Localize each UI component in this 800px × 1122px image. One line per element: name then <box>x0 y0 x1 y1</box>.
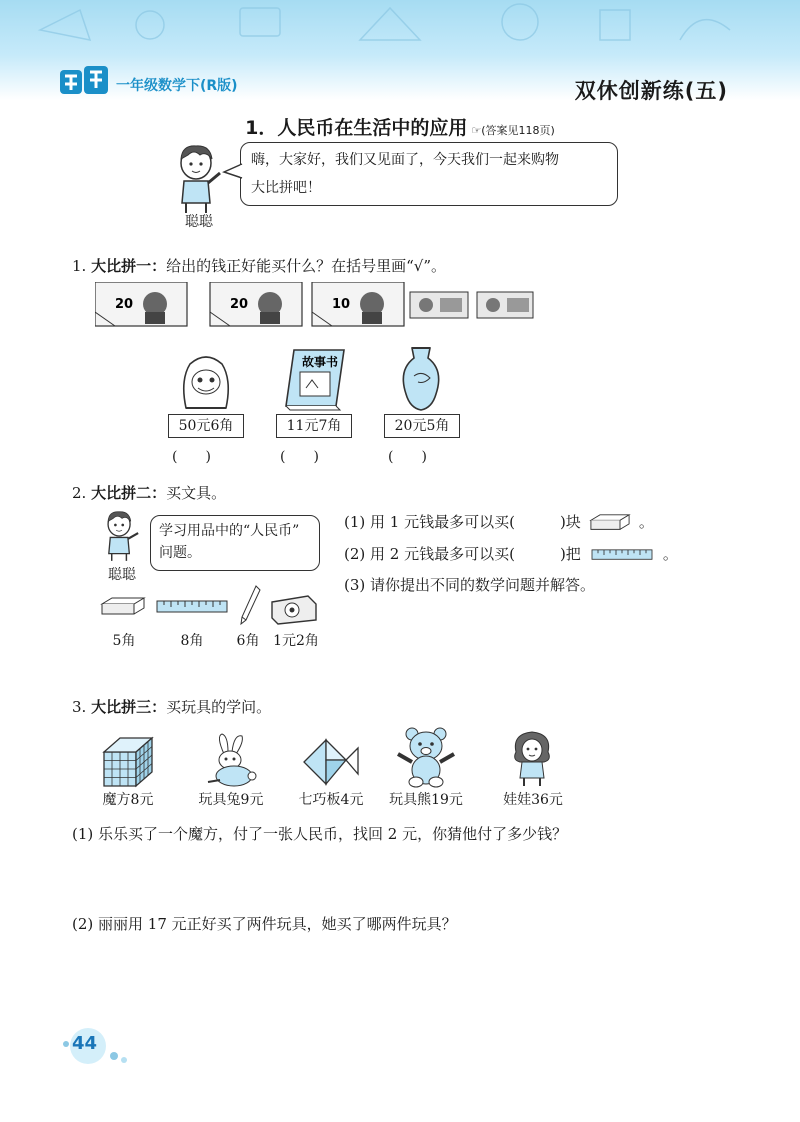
q2-speech-bubble <box>150 515 320 571</box>
q3-number: 3. <box>72 698 87 716</box>
banknote-20-a <box>95 282 187 326</box>
q1-heading <box>72 255 446 276</box>
series-title: 双休创新练(五) <box>574 79 728 103</box>
svg-text:20: 20 <box>230 297 249 312</box>
q2-bubble-line1: 学习用品中的“人民币” <box>159 523 300 539</box>
toy-label-rubik: 魔方8元 <box>102 792 154 808</box>
q2-label: 大比拼二： <box>91 484 167 502</box>
storybook-cover-text: 故事书 <box>301 355 339 369</box>
q3-heading <box>72 696 271 717</box>
vase-icon <box>398 346 444 412</box>
q3-sub2: (2) 丽丽用 17 元正好买了两件玩具，她买了哪两件玩具？ <box>72 915 457 933</box>
answer-blank-vase[interactable]: ( ) <box>388 449 427 465</box>
doll-icon <box>510 730 554 788</box>
banknote-small-a <box>410 292 468 318</box>
intro-speech-bubble <box>240 142 618 206</box>
q2-bubble-line2: 问题。 <box>159 545 201 561</box>
money-row <box>95 282 535 328</box>
q3-text: 买玩具的学问。 <box>166 698 272 716</box>
pencil-price: 6角 <box>236 633 260 649</box>
boy-character-small-icon <box>100 508 144 564</box>
backpack-icon <box>176 350 236 412</box>
rubiks-cube-icon <box>100 736 156 788</box>
ruler-inline-icon <box>581 549 663 561</box>
pencil-icon <box>238 584 262 626</box>
intro-character-name: 聪聪 <box>185 214 213 230</box>
price-tag-bag: 50元6角 <box>168 414 244 438</box>
answer-reference: ☞(答案见118页) <box>471 124 555 137</box>
answer-blank-bag[interactable]: ( ) <box>172 449 211 465</box>
answer-blank-book[interactable]: ( ) <box>280 449 319 465</box>
tangram-icon <box>300 736 360 788</box>
page-number-decoration <box>58 1024 138 1070</box>
banknote-10 <box>312 282 404 326</box>
toy-bear-icon <box>394 726 458 788</box>
banknote-small-b <box>477 292 533 318</box>
q2-sub1: (1) 用 1 元钱最多可以买( )块 。 <box>344 513 654 531</box>
brand-logo <box>60 64 110 98</box>
q2-text: 买文具。 <box>166 484 227 502</box>
toy-label-bear: 玩具熊19元 <box>389 792 463 808</box>
q3-sub1: (1) 乐乐买了一个魔方，付了一张人民币，找回 2 元，你猜他付了多少钱？ <box>72 825 568 843</box>
sharpener-price: 1元2角 <box>273 633 319 649</box>
svg-text:10: 10 <box>332 297 351 312</box>
q2-number: 2. <box>72 484 87 502</box>
speech-tail <box>222 162 244 182</box>
q2-sub3: (3) 请你提出不同的数学问题并解答。 <box>344 576 596 594</box>
toy-label-rabbit: 玩具兔9元 <box>198 792 264 808</box>
q1-label: 大比拼一： <box>91 257 167 275</box>
boy-character-icon <box>170 143 230 215</box>
toy-label-doll: 娃娃36元 <box>503 792 563 808</box>
q2-character-name: 聪聪 <box>108 567 136 583</box>
intro-speech-line2: 大比拼吧！ <box>251 180 321 196</box>
price-tag-vase: 20元5角 <box>384 414 460 438</box>
ruler-price: 8角 <box>180 633 204 649</box>
q2-sub2: (2) 用 2 元钱最多可以买( )把 。 <box>344 545 678 563</box>
q1-number: 1. <box>72 257 87 275</box>
q1-text: 给出的钱正好能买什么？在括号里画“√”。 <box>166 257 447 275</box>
page-title <box>0 113 800 140</box>
storybook-icon <box>280 344 350 412</box>
banknote-20-b <box>210 282 302 326</box>
toy-rabbit-icon <box>200 732 262 788</box>
eraser-price: 5角 <box>112 633 136 649</box>
page-title-text: 1．人民币在生活中的应用 <box>245 117 468 139</box>
eraser-icon <box>100 596 146 618</box>
intro-speech-line1: 嗨，大家好，我们又见面了，今天我们一起来购物 <box>251 152 559 168</box>
header-subtitle: 一年级数学下(R版) <box>116 78 238 94</box>
q2-heading <box>72 482 226 503</box>
toy-label-tangram: 七巧板4元 <box>298 792 364 808</box>
page-number: 44 <box>72 1033 98 1054</box>
price-tag-book: 11元7角 <box>276 414 352 438</box>
q3-label: 大比拼三： <box>91 698 167 716</box>
eraser-inline-icon <box>581 513 639 533</box>
sharpener-icon <box>268 590 320 626</box>
svg-text:20: 20 <box>115 297 134 312</box>
ruler-icon <box>156 600 228 614</box>
